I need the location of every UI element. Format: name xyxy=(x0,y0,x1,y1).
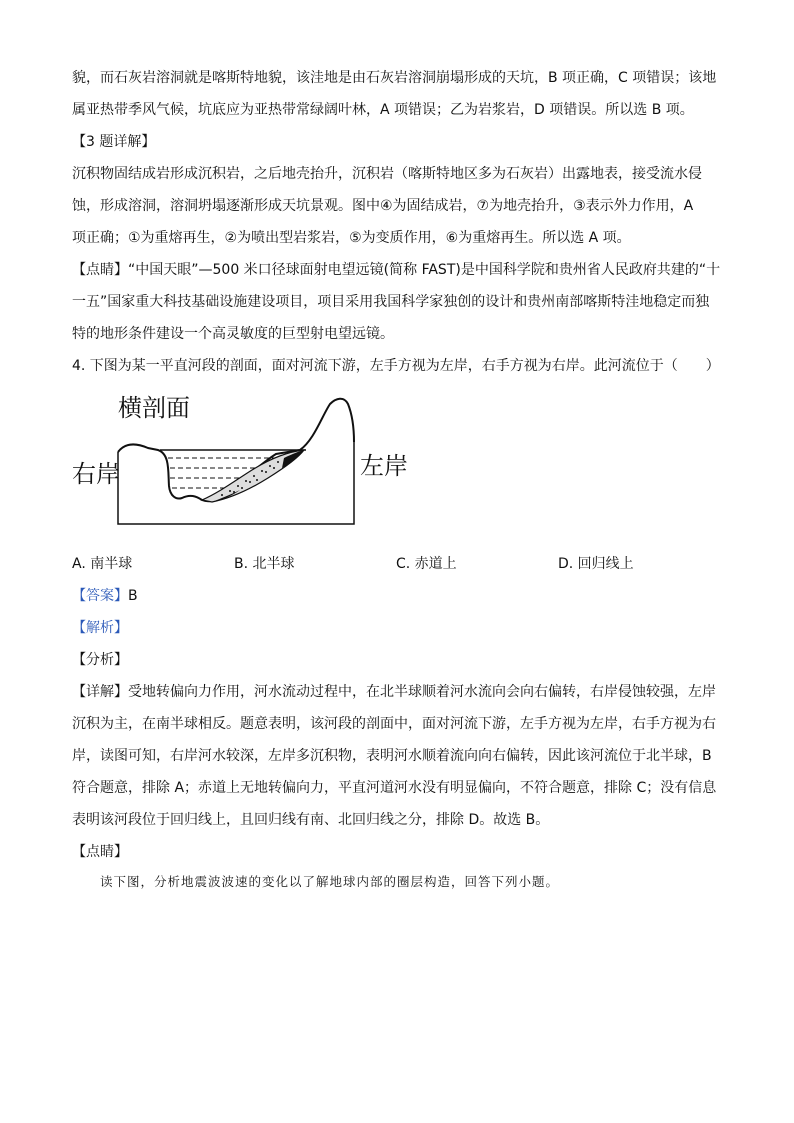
paragraph-line: 岸，读图可知，右岸河水较深，左岸多沉积物，表明河水顺着流向向右偏转，因此该河流位于北半球，B xyxy=(72,748,712,764)
paragraph-line: 符合题意，排除 A；赤道上无地转偏向力，平直河道河水没有明显偏向，不符合题意，排除 C；没有信息 xyxy=(72,780,717,796)
question-4: 4. 下图为某一平直河段的剖面，面对河流下游，左手方视为左岸，右手方视为右岸。此河流位于（ ） xyxy=(72,358,720,374)
paragraph-line: 一五”国家重大科技基础设施建设项目，项目采用我国科学家独创的设计和贵州南部喀斯特洼地稳定而独 xyxy=(72,294,710,310)
paragraph-line: 沉积为主，在南半球相反。题意表明，该河段的剖面中，面对河流下游，左手方视为左岸，右手方视为右 xyxy=(72,716,716,732)
answer-line xyxy=(72,580,722,612)
paragraph-line: 属亚热带季风气候，坑底应为亚热带常绿阔叶林，A 项错误；乙为岩浆岩，D 项错误。所以选 B 项。 xyxy=(72,102,694,118)
option-d: D. 回归线上 xyxy=(558,556,634,572)
paragraph-line: 表明该河段位于回归线上，且回归线有南、北回归线之分，排除 D。故选 B。 xyxy=(72,812,550,828)
option-c: C. 赤道上 xyxy=(396,556,457,572)
detail-paragraph xyxy=(72,676,722,708)
option-b: B. 北半球 xyxy=(234,556,295,572)
figure-left-label: 右岸 xyxy=(72,460,120,488)
figure-right-label: 左岸 xyxy=(360,452,408,480)
next-question-intro: 读下图，分析地震波波速的变化以了解地球内部的圈层构造，回答下列小题。 xyxy=(100,874,560,889)
dianjing-tag: 【点睛】 xyxy=(72,262,128,278)
detail-tag: 【详解】 xyxy=(72,684,128,700)
fenxi-tag: 【分析】 xyxy=(72,652,128,668)
answer-value: B xyxy=(128,588,138,604)
dianjing-tag-2: 【点睛】 xyxy=(72,844,128,860)
dianjing-paragraph xyxy=(72,254,722,286)
paragraph-line: 项正确；①为重熔再生，②为喷出型岩浆岩，⑤为变质作用，⑥为重熔再生。所以选 A 项。 xyxy=(72,230,631,246)
figure-title: 横剖面 xyxy=(118,394,190,422)
document-page xyxy=(72,62,722,896)
paragraph-line: 特的地形条件建设一个高灵敏度的巨型射电望远镜。 xyxy=(72,326,394,342)
dianjing-text: “中国天眼”—500 米口径球面射电望远镜(简称 FAST)是中国科学院和贵州省人民政府共建的“十 xyxy=(128,262,721,278)
jiexi-tag: 【解析】 xyxy=(72,620,128,636)
detail-text: 受地转偏向力作用，河水流动过程中，在北半球顺着河水流向会向右偏转，右岸侵蚀较强，左岸 xyxy=(128,684,716,700)
section-heading: 【3 题详解】 xyxy=(72,134,156,150)
paragraph-line: 蚀，形成溶洞，溶洞坍塌逐渐形成天坑景观。图中④为固结成岩，⑦为地壳抬升，③表示外力作用，A xyxy=(72,198,694,214)
answer-tag: 【答案】 xyxy=(72,588,128,604)
option-a: A. 南半球 xyxy=(72,556,133,572)
answer-options xyxy=(72,548,722,580)
paragraph-line: 貌，而石灰岩溶洞就是喀斯特地貌，该洼地是由石灰岩溶洞崩塌形成的天坑，B 项正确，C 项错误；该地 xyxy=(72,70,717,86)
paragraph-line: 沉积物固结成岩形成沉积岩，之后地壳抬升，沉积岩（喀斯特地区多为石灰岩）出露地表，接受流水侵 xyxy=(72,166,702,182)
river-cross-section-figure xyxy=(72,392,412,544)
